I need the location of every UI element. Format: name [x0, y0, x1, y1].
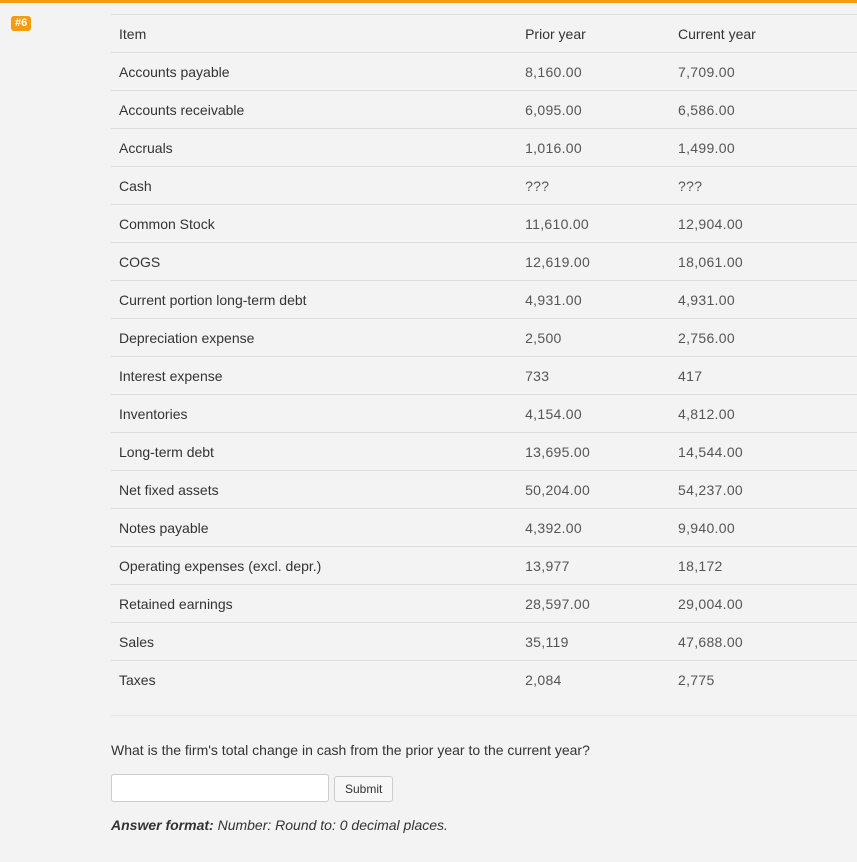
- row-item-label: Long-term debt: [111, 433, 517, 471]
- row-prior-value: 1,016.00: [517, 129, 670, 167]
- top-accent-bar: [0, 0, 857, 3]
- row-item-label: Interest expense: [111, 357, 517, 395]
- table-row: [111, 319, 857, 357]
- row-prior-value: 50,204.00: [517, 471, 670, 509]
- table-row: [111, 129, 857, 167]
- row-prior-value: 733: [517, 357, 670, 395]
- row-current-value: 9,940.00: [670, 509, 857, 547]
- row-prior-value: 28,597.00: [517, 585, 670, 623]
- row-item-label: Common Stock: [111, 205, 517, 243]
- row-current-value: ???: [670, 167, 857, 205]
- header-prior-year: Prior year: [517, 15, 670, 53]
- answer-format-label: Answer format:: [111, 817, 214, 833]
- question-number-badge: #6: [11, 16, 31, 31]
- row-current-value: 12,904.00: [670, 205, 857, 243]
- row-current-value: 1,499.00: [670, 129, 857, 167]
- header-item: Item: [111, 15, 517, 53]
- row-current-value: 2,756.00: [670, 319, 857, 357]
- answer-format-note: [111, 817, 448, 833]
- table-row: [111, 547, 857, 585]
- row-prior-value: 12,619.00: [517, 243, 670, 281]
- row-current-value: 47,688.00: [670, 623, 857, 661]
- row-item-label: Depreciation expense: [111, 319, 517, 357]
- row-prior-value: ???: [517, 167, 670, 205]
- table-row: [111, 91, 857, 129]
- row-current-value: 4,931.00: [670, 281, 857, 319]
- table-row: [111, 281, 857, 319]
- table-row: [111, 509, 857, 547]
- row-item-label: Operating expenses (excl. depr.): [111, 547, 517, 585]
- row-prior-value: 35,119: [517, 623, 670, 661]
- answer-format-text: Number: Round to: 0 decimal places.: [217, 817, 448, 833]
- row-prior-value: 2,084: [517, 661, 670, 699]
- row-current-value: 29,004.00: [670, 585, 857, 623]
- table-row: [111, 167, 857, 205]
- submit-button[interactable]: Submit: [334, 776, 393, 802]
- row-item-label: Cash: [111, 167, 517, 205]
- table-row: [111, 243, 857, 281]
- row-current-value: 2,775: [670, 661, 857, 699]
- row-item-label: Inventories: [111, 395, 517, 433]
- table-row: [111, 205, 857, 243]
- row-current-value: 54,237.00: [670, 471, 857, 509]
- table-row: [111, 433, 857, 471]
- row-current-value: 14,544.00: [670, 433, 857, 471]
- table-row: [111, 471, 857, 509]
- row-current-value: 6,586.00: [670, 91, 857, 129]
- row-prior-value: 4,931.00: [517, 281, 670, 319]
- table-row: [111, 623, 857, 661]
- row-current-value: 4,812.00: [670, 395, 857, 433]
- table-header-row: [111, 15, 857, 53]
- table-row: [111, 661, 857, 699]
- row-item-label: Sales: [111, 623, 517, 661]
- answer-input[interactable]: [111, 774, 329, 802]
- header-current-year: Current year: [670, 15, 857, 53]
- section-divider: [111, 715, 857, 716]
- table-row: [111, 53, 857, 91]
- row-current-value: 7,709.00: [670, 53, 857, 91]
- financial-data-table: [111, 14, 857, 698]
- row-current-value: 417: [670, 357, 857, 395]
- row-prior-value: 4,154.00: [517, 395, 670, 433]
- question-text: What is the firm's total change in cash from the prior year to the current year?: [111, 742, 590, 758]
- row-prior-value: 2,500: [517, 319, 670, 357]
- row-current-value: 18,061.00: [670, 243, 857, 281]
- row-item-label: Accounts payable: [111, 53, 517, 91]
- row-item-label: Accounts receivable: [111, 91, 517, 129]
- table-row: [111, 357, 857, 395]
- row-item-label: Retained earnings: [111, 585, 517, 623]
- row-prior-value: 13,695.00: [517, 433, 670, 471]
- table-row: [111, 585, 857, 623]
- row-prior-value: 13,977: [517, 547, 670, 585]
- row-prior-value: 11,610.00: [517, 205, 670, 243]
- row-prior-value: 4,392.00: [517, 509, 670, 547]
- row-item-label: COGS: [111, 243, 517, 281]
- row-current-value: 18,172: [670, 547, 857, 585]
- row-item-label: Accruals: [111, 129, 517, 167]
- row-item-label: Current portion long-term debt: [111, 281, 517, 319]
- table-row: [111, 395, 857, 433]
- row-item-label: Notes payable: [111, 509, 517, 547]
- row-prior-value: 6,095.00: [517, 91, 670, 129]
- row-item-label: Taxes: [111, 661, 517, 699]
- row-prior-value: 8,160.00: [517, 53, 670, 91]
- row-item-label: Net fixed assets: [111, 471, 517, 509]
